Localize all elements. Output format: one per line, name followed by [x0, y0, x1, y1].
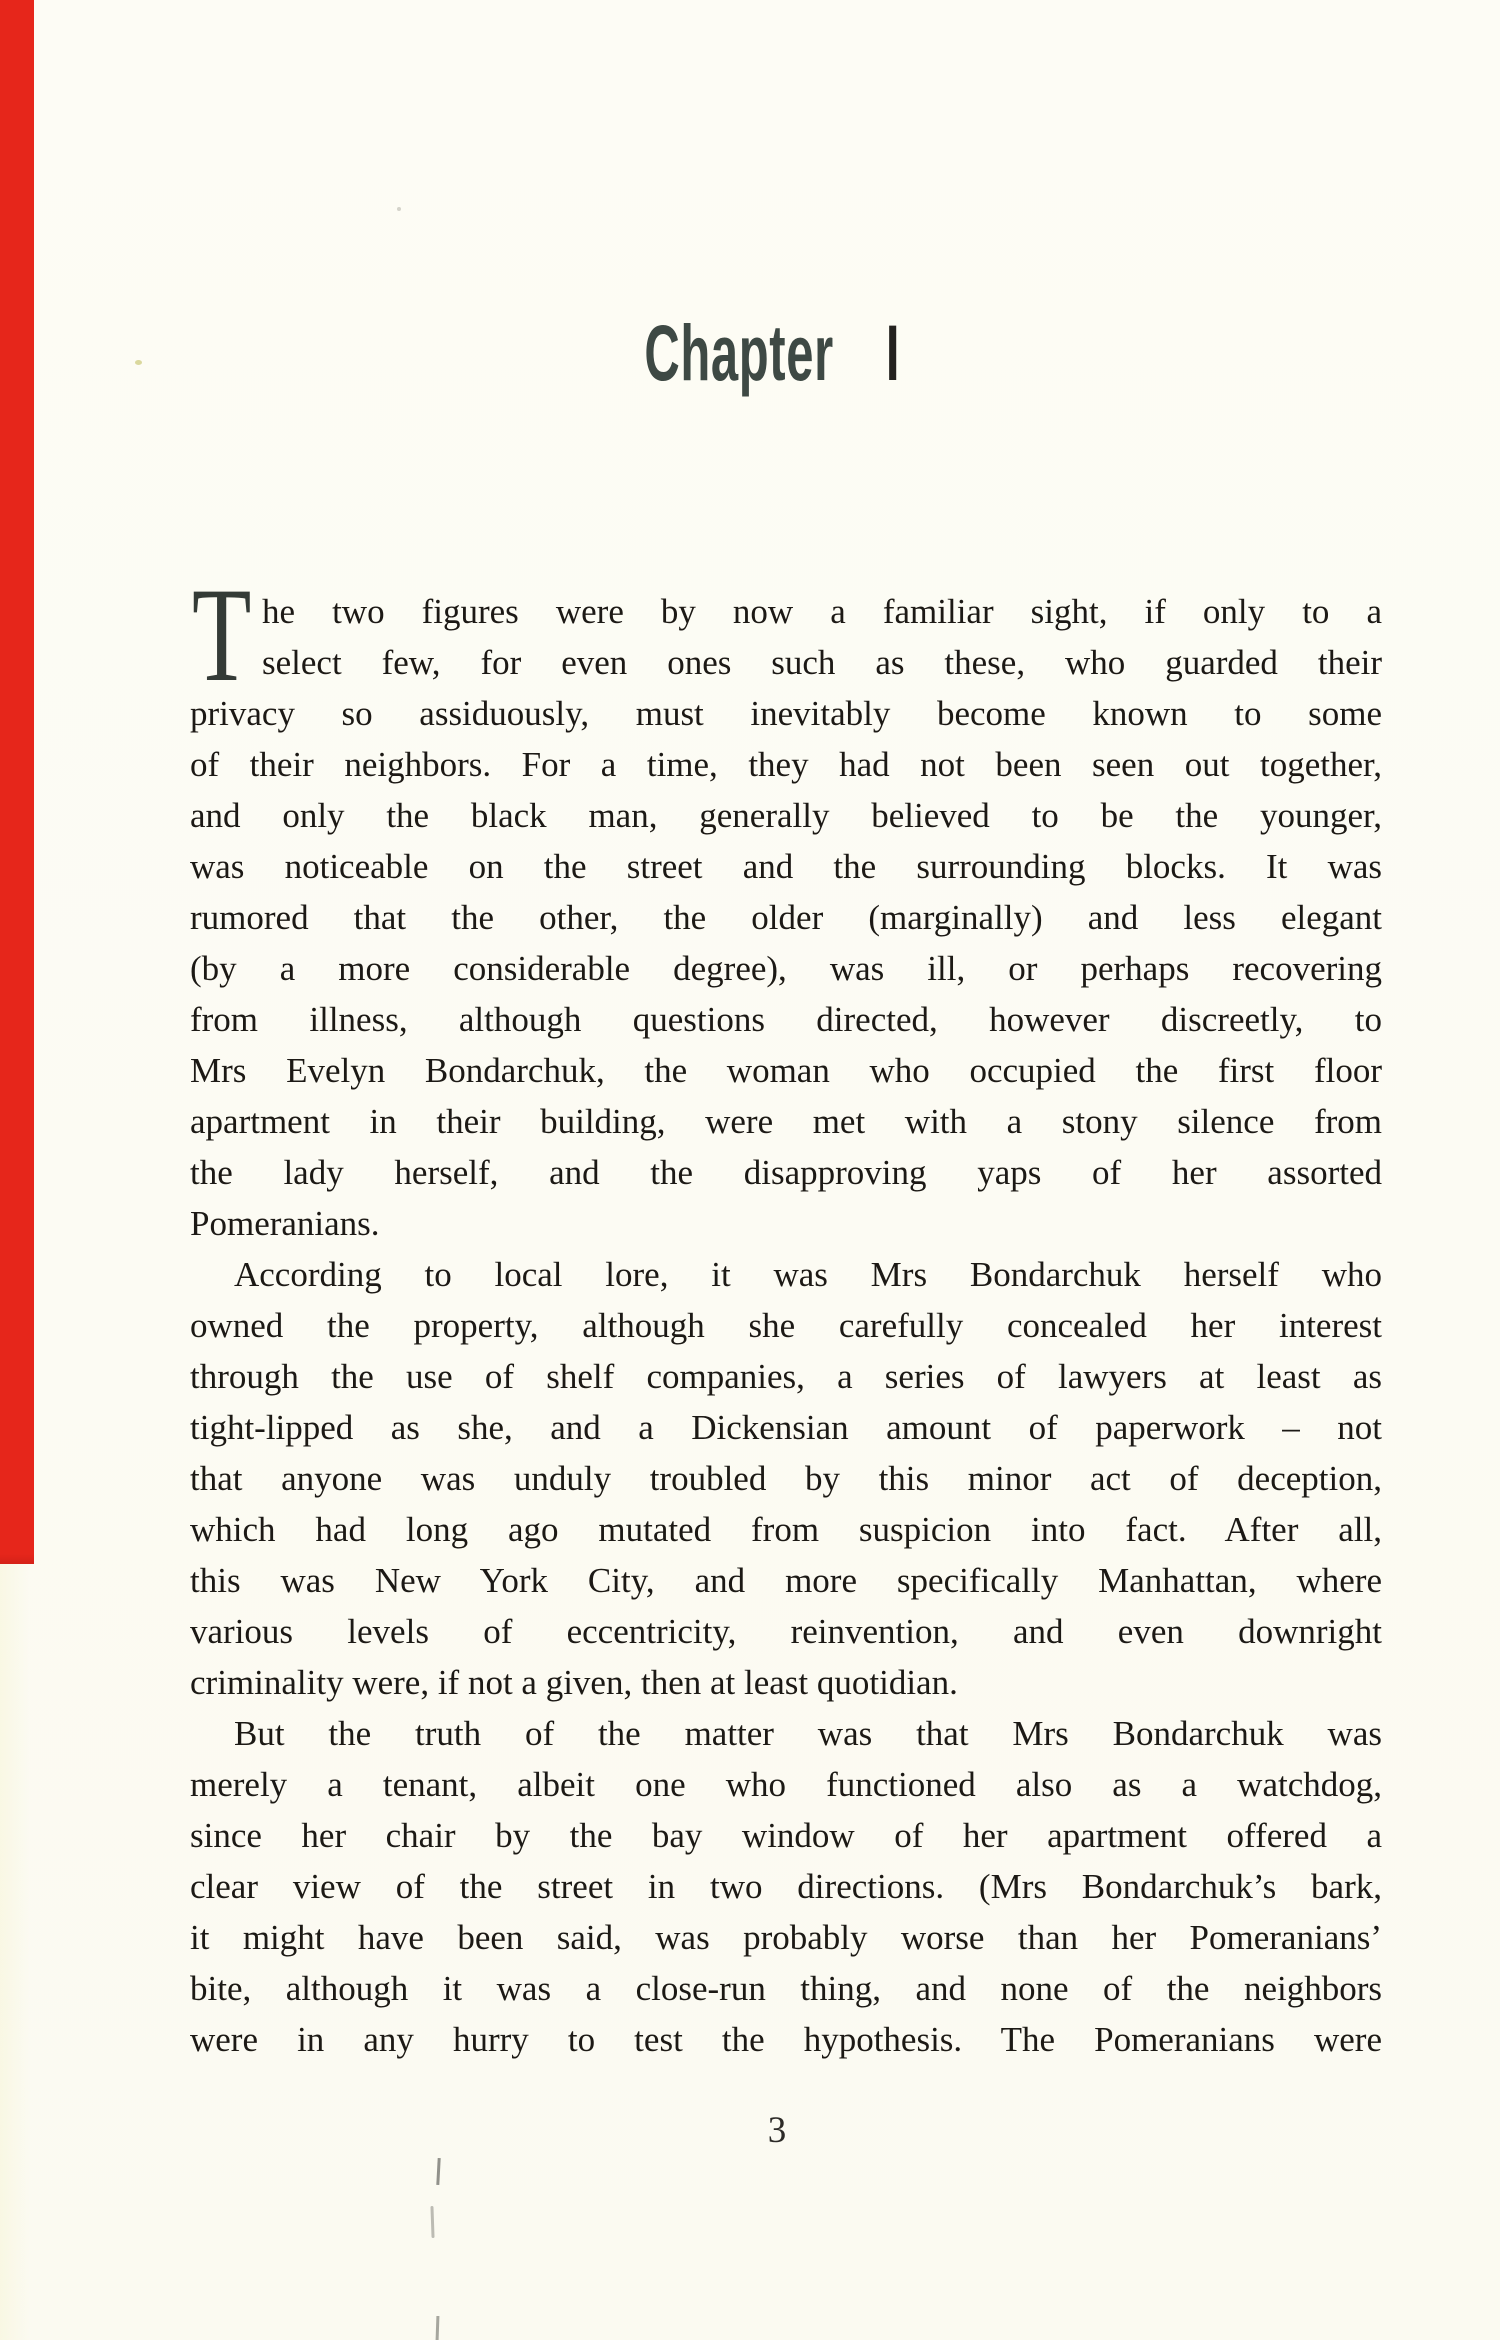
scan-artifact-mark: [436, 2316, 440, 2340]
body-text-line: select few, for even ones such as these, who guarded their: [262, 643, 1382, 682]
body-text-line: which had long ago mutated from suspicion into fact. After all,: [190, 1510, 1382, 1549]
chapter-heading-text: [644, 308, 900, 397]
body-text-line: (by a more considerable degree), was ill, or perhaps recovering: [190, 949, 1382, 988]
body-text: [190, 586, 1382, 2065]
drop-cap: T: [192, 561, 252, 710]
body-text-line: tight-lipped as she, and a Dickensian amount of paperwork – not: [190, 1408, 1382, 1447]
body-text-line: from illness, although questions directed, however discreetly, to: [190, 1000, 1382, 1039]
body-text-line: the lady herself, and the disapproving yaps of her assorted: [190, 1153, 1382, 1192]
body-text-line: were in any hurry to test the hypothesis. The Pomeranians were: [190, 2020, 1382, 2059]
scan-artifact-speck: [397, 207, 401, 211]
body-text-line: since her chair by the bay window of her apartment offered a: [190, 1816, 1382, 1855]
body-text-line: was noticeable on the street and the surrounding blocks. It was: [190, 847, 1382, 886]
chapter-word: Chapter: [644, 308, 834, 397]
red-page-edge-bar: [0, 0, 34, 1564]
body-text-line: privacy so assiduously, must inevitably become known to some: [190, 694, 1382, 733]
body-text-line: owned the property, although she carefully concealed her interest: [190, 1306, 1382, 1345]
body-text-line: it might have been said, was probably worse than her Pomeranians’: [190, 1918, 1382, 1957]
body-text-line: But the truth of the matter was that Mrs Bondarchuk was: [234, 1714, 1382, 1753]
chapter-heading: [176, 308, 1368, 397]
page-number: 3: [767, 2110, 787, 2151]
body-text-line: clear view of the street in two directions. (Mrs Bondarchuk’s bark,: [190, 1867, 1382, 1906]
chapter-numeral: I: [885, 308, 900, 397]
body-text-line: apartment in their building, were met with a stony silence from: [190, 1102, 1382, 1141]
body-text-line: various levels of eccentricity, reinvention, and even downright: [190, 1612, 1382, 1651]
body-text-line: criminality were, if not a given, then at least quotidian.: [190, 1663, 958, 1702]
body-text-line: bite, although it was a close-run thing, and none of the neighbors: [190, 1969, 1382, 2008]
scan-artifact-mark: [430, 2206, 434, 2238]
body-text-line: Pomeranians.: [190, 1204, 380, 1243]
scan-artifact-mark: [436, 2158, 440, 2185]
body-text-line: merely a tenant, albeit one who functioned also as a watchdog,: [190, 1765, 1382, 1804]
body-text-line: through the use of shelf companies, a series of lawyers at least as: [190, 1357, 1382, 1396]
body-text-line: According to local lore, it was Mrs Bondarchuk herself who: [234, 1255, 1382, 1294]
body-text-line: Mrs Evelyn Bondarchuk, the woman who occupied the first floor: [190, 1051, 1382, 1090]
body-text-line: that anyone was unduly troubled by this minor act of deception,: [190, 1459, 1382, 1498]
body-text-line: rumored that the other, the older (marginally) and less elegant: [190, 898, 1382, 937]
scan-artifact-speck: [135, 360, 142, 365]
body-text-line: and only the black man, generally believed to be the younger,: [190, 796, 1382, 835]
body-text-line: of their neighbors. For a time, they had not been seen out together,: [190, 745, 1382, 784]
body-text-line: this was New York City, and more specifically Manhattan, where: [190, 1561, 1382, 1600]
body-text-line: he two figures were by now a familiar sight, if only to a: [262, 592, 1382, 631]
